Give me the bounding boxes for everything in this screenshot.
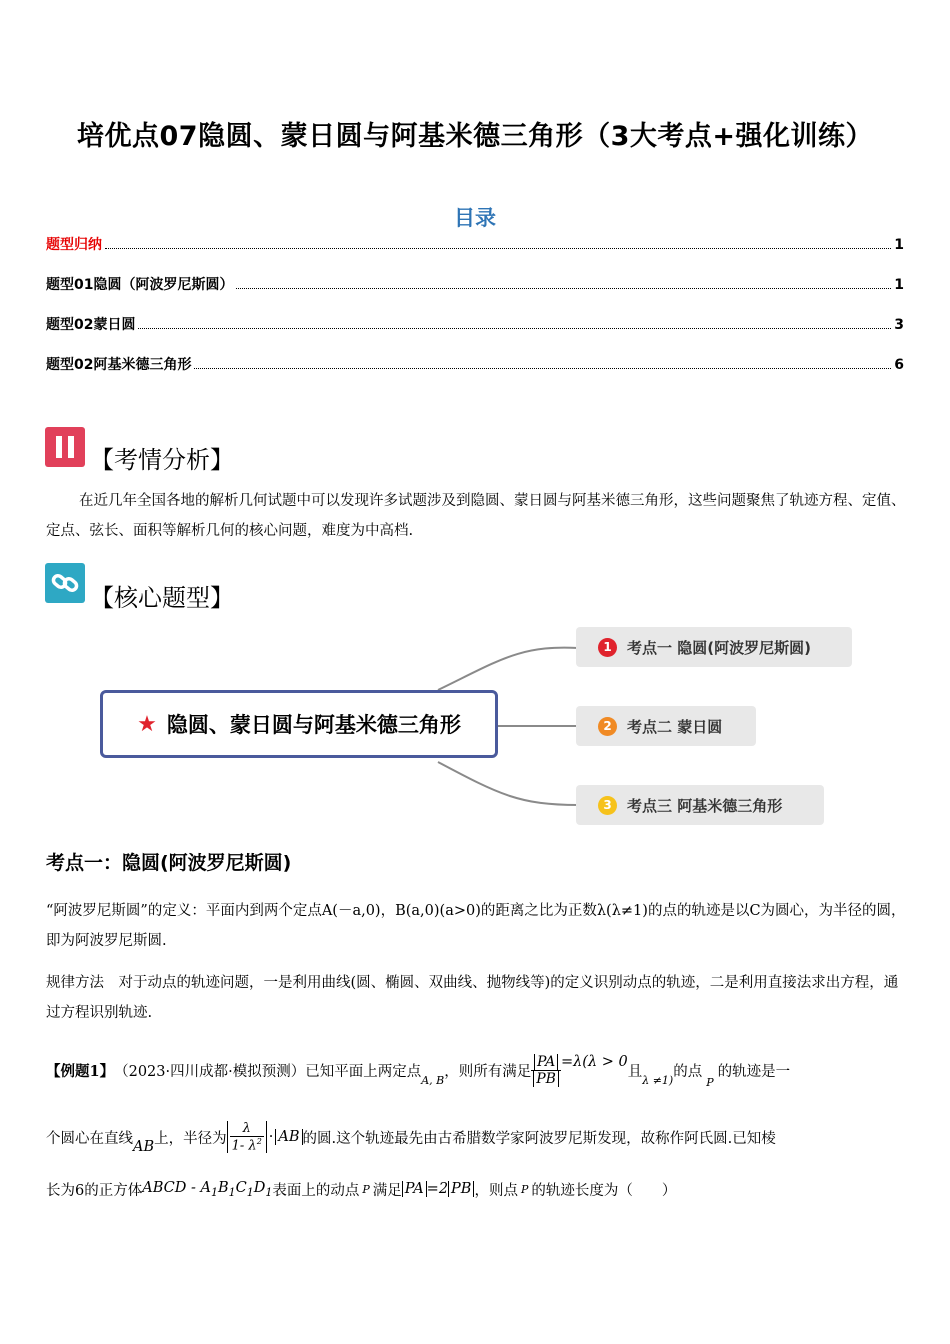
mindmap-node-label: 考点一 隐圆(阿波罗尼斯圆) [627,638,811,657]
toc-page: 6 [894,357,904,373]
math-sub: 1 [265,1185,273,1199]
example-text: 表面上的动点 [272,1182,360,1199]
example-text: ，则点 [474,1182,518,1199]
mindmap-node-label: 考点二 蒙日圆 [627,717,723,736]
math-dot: · [268,1129,274,1145]
fraction-PA-PB [531,1054,561,1087]
page-title: 培优点07隐圆、蒙日圆与阿基米德三角形（3大考点+强化训练） [77,121,873,152]
math-PA: PA [534,1054,558,1070]
toc-page: 1 [894,277,904,293]
mindmap-node-2[interactable] [576,706,756,746]
example-text: 的圆.这个轨迹最先由古希腊数学家阿波罗尼斯发现，故称作阿氏圆.已知棱 [302,1130,776,1147]
analysis-title: 【考情分析】 [90,446,234,474]
toc-heading: 目录 [454,206,496,230]
example-text: 满足 [372,1182,402,1199]
toc-row-1[interactable] [46,234,904,254]
example-text: ，则所有满足 [444,1063,532,1080]
link-icon [45,563,85,603]
math-sub: 1 [228,1185,236,1199]
example-text: 的轨迹是一 [717,1063,791,1080]
math-cube-vertex: C [235,1179,247,1196]
number-badge-icon: 2 [598,717,617,736]
math-PB: PB [533,1071,559,1087]
core-title: 【核心题型】 [90,584,234,612]
math-cube-base: ABCD - A [142,1179,211,1196]
toc-row-3[interactable] [46,314,904,334]
toc-leader [105,238,891,249]
number-badge-icon: 1 [598,638,617,657]
math-sub: 1 [210,1185,218,1199]
analysis-text: 在近几年全国各地的解析几何试题中可以发现许多试题涉及到隐圆、蒙日圆与阿基米德三角形，这些问题聚焦了轨迹方程、定值、定点、弦长、面积等解析几何的核心问题，难度为中高档. [46,493,906,539]
toc-label: 题型02阿基米德三角形 [46,357,192,373]
toc-label: 题型归纳 [46,237,102,253]
math-lambda: λ [230,1121,264,1137]
example-text: 的点 [673,1063,703,1080]
math-abs-PA: PA [402,1181,427,1197]
mindmap-main-topic[interactable] [100,690,498,758]
toc-label: 题型02蒙日圆 [46,317,136,333]
toc-leader [194,358,891,369]
math-cube-vertex: B [217,1179,229,1196]
math-sub: 1 [246,1185,254,1199]
toc-page: 3 [894,317,904,333]
toc-page: 1 [894,237,904,253]
math-abs-PB: PB [448,1181,474,1197]
example-text: 已知平面上两定点 [305,1063,422,1080]
math-AB: A, B [421,1073,445,1087]
math-P: P [520,1182,529,1196]
pause-bars-icon [45,427,85,467]
math-P: P [362,1182,370,1196]
mindmap-node-1[interactable] [576,627,852,667]
fraction-radius [227,1121,267,1153]
mindmap-node-label: 考点三 阿基米德三角形 [627,796,783,815]
example-text: 上，半径为 [154,1130,227,1147]
toc-row-4[interactable] [46,354,904,374]
math-cube-vertex: D [253,1179,266,1196]
number-badge-icon: 3 [598,796,617,815]
mindmap-node-3[interactable] [576,785,824,825]
example-text: 长为6的正方体 [46,1182,143,1199]
example-text: 个圆心在直线 [46,1130,133,1147]
math-eq2: =2 [426,1181,449,1197]
method-text: 规律方法 对于动点的轨迹问题，一是利用曲线(圆、椭圆、双曲线、抛物线等)的定义识别动点的轨迹，二是利用直接法求出方程，通过方程识别轨迹. [46,975,899,1021]
toc-label: 题型01隐圆（阿波罗尼斯圆） [46,277,234,293]
toc-row-2[interactable] [46,274,904,294]
example-label: 【例题1】 [46,1062,115,1080]
toc-leader [138,318,891,329]
example-source: （2023·四川成都·模拟预测） [114,1063,306,1080]
math-abs-AB: AB [275,1129,302,1145]
math-lambda: =λ(λ > 0 [560,1054,628,1070]
toc-leader [236,278,891,289]
example-line-1 [46,1044,790,1096]
math-cube [142,1180,272,1199]
math-exponent: 2 [256,1136,262,1146]
definition-text: “阿波罗尼斯圆”的定义：平面内到两个定点A(－a,0)，B(a,0)(a>0)的距离之比为正数λ(λ≠1)的点的轨迹是以C为圆心，为半径的圆，即为阿波罗尼斯圆. [46,903,906,949]
math-denom: 1- λ [231,1138,257,1154]
math-lambda-cond: λ ≠1) [642,1073,674,1087]
star-icon: ★ [137,711,157,737]
example-line-2 [46,1112,776,1162]
example-text: 且 [627,1063,643,1080]
math-AB: AB [133,1139,155,1155]
section-heading: 考点一：隐圆(阿波罗尼斯圆) [46,852,292,874]
example-text: 的轨迹长度为（ ） [531,1182,677,1199]
example-line-3 [46,1176,676,1202]
mindmap-main-label: 隐圆、蒙日圆与阿基米德三角形 [166,713,461,737]
math-P: P [706,1075,714,1089]
